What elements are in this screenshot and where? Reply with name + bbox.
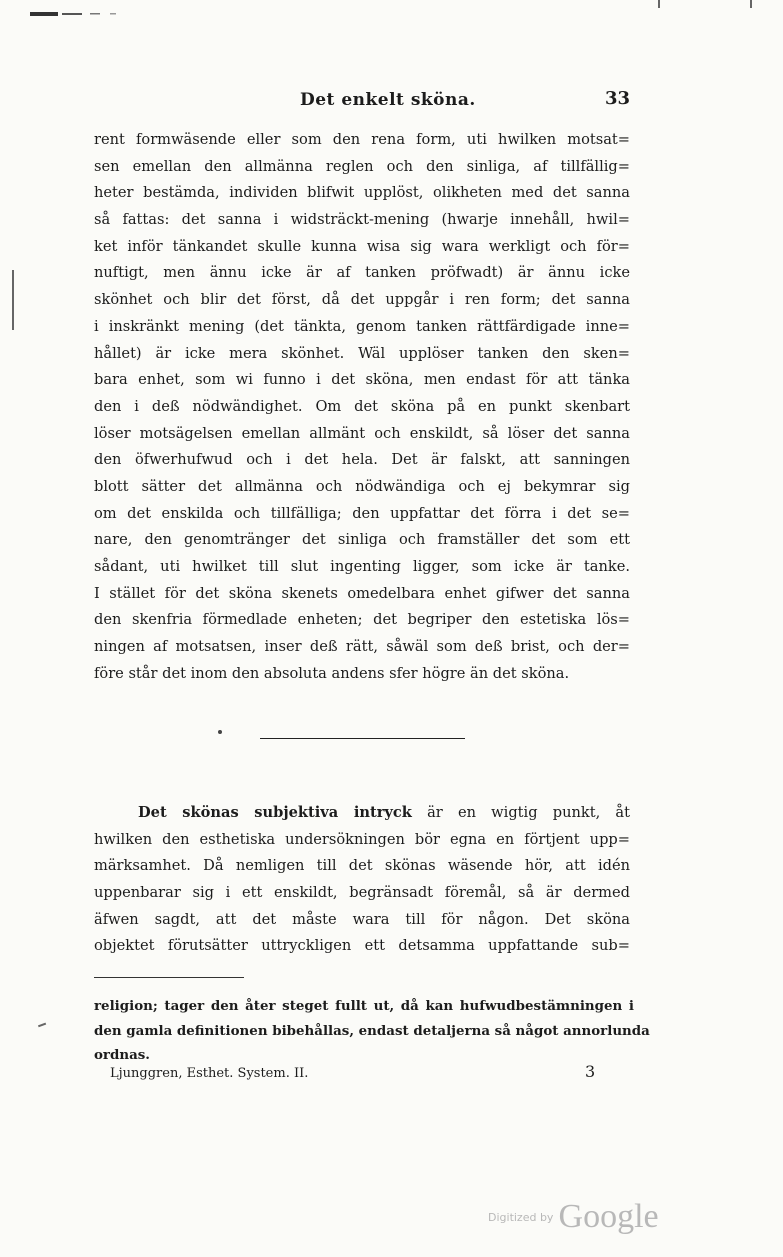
watermark-prefix: Digitized by [488,1211,554,1224]
footnote-line: den gamla definitionen bibehållas, endast detaljerna så något annorlunda [94,1022,650,1039]
margin-mark [658,0,660,8]
lead-rest: är en wigtig punkt, åt [411,804,630,821]
text-line: nuftigt, men ännu icke är af tanken pröfwadt) är ännu icke [94,264,630,282]
text-line: hållet) är icke mera skönhet. Wäl upplöser tanken den sken= [94,344,630,362]
text-line: objektet förutsätter uttryckligen ett detsamma uppfattande sub= [94,937,630,955]
text-line: bara enhet, som wi funno i det sköna, men endast för att tänka [94,371,630,389]
text-line: den skenfria förmedlade enheten; det begriper den estetiska lös= [94,611,630,629]
printer-signature: Ljunggren, Esthet. System. II. [110,1066,309,1081]
text-line: före står det inom den absoluta andens sfer högre än det sköna. [94,664,570,682]
signature-number: 3 [585,1062,596,1081]
margin-mark [12,270,14,330]
text-line: märksamhet. Då nemligen till det skönas wäsende hör, att idén [94,857,630,875]
section-divider [260,738,465,739]
margin-mark [750,0,752,8]
footnote [94,994,650,1068]
text-line: ningen af motsatsen, inser deß rätt, såwäl som deß brist, och der= [94,638,630,656]
text-line: rent formwäsende eller som den rena form, uti hwilken motsat= [94,131,630,148]
text-line: den öfwerhufwud och i det hela. Det är falskt, att sanningen [94,451,630,469]
text-line: nare, den genomtränger det sinliga och framställer det som ett [94,531,630,549]
text-line: uppenbarar sig i ett enskildt, begränsadt föremål, så är dermed [94,884,630,902]
text-line: så fattas: det sanna i widsträckt-mening (hwarje innehåll, hwil= [94,211,630,229]
text-line: I stället för det sköna skenets omedelbara enhet gifwer det sanna [94,584,630,602]
watermark-brand: Google [558,1198,659,1235]
text-line: om det enskilda och tillfälliga; den uppfattar det förra i det se= [94,504,630,522]
text-line [94,800,630,827]
text-line: heter bestämda, individen blifwit upplöst, olikheten med det sanna [94,184,630,202]
text-line: skönhet och blir det först, då det uppgår i ren form; det sanna [94,291,630,309]
text-line: sen emellan den allmänna reglen och den sinliga, af tillfällig= [94,157,630,175]
running-head: Det enkelt sköna. [300,90,476,110]
stray-dot [218,730,222,734]
footnote-rule [94,977,244,978]
text-line: sådant, uti hwilket till slut ingenting ligger, som icke är tanke. [94,558,630,575]
digitized-watermark [488,1198,659,1236]
footnote-line: ordnas. [94,1047,150,1063]
lead-phrase: Det skönas subjektiva intryck [138,804,412,821]
text-line: i inskränkt mening (det tänkta, genom tanken rättfärdigade inne= [94,317,630,335]
text-line: den i deß nödwändighet. Om det sköna på en punkt skenbart [94,397,630,415]
paragraph-2 [94,800,630,960]
text-line: löser motsägelsen emellan allmänt och enskildt, så löser det sanna [94,424,630,442]
text-line: äfwen sagdt, att det måste wara till för någon. Det sköna [94,910,630,928]
footnote-line: religion; tager den åter steget fullt ut, då kan hufwudbestämningen i [94,998,634,1014]
text-line: blott sätter det allmänna och nödwändiga och ej bekymrar sig [94,477,630,495]
corner-mark [30,9,150,19]
margin-mark [38,1023,46,1027]
page-number: 33 [605,88,631,109]
paragraph-1 [94,127,630,687]
text-line: ket inför tänkandet skulle kunna wisa sig wara werkligt och för= [94,237,630,255]
text-line: hwilken den esthetiska undersökningen bör egna en förtjent upp= [94,830,630,848]
